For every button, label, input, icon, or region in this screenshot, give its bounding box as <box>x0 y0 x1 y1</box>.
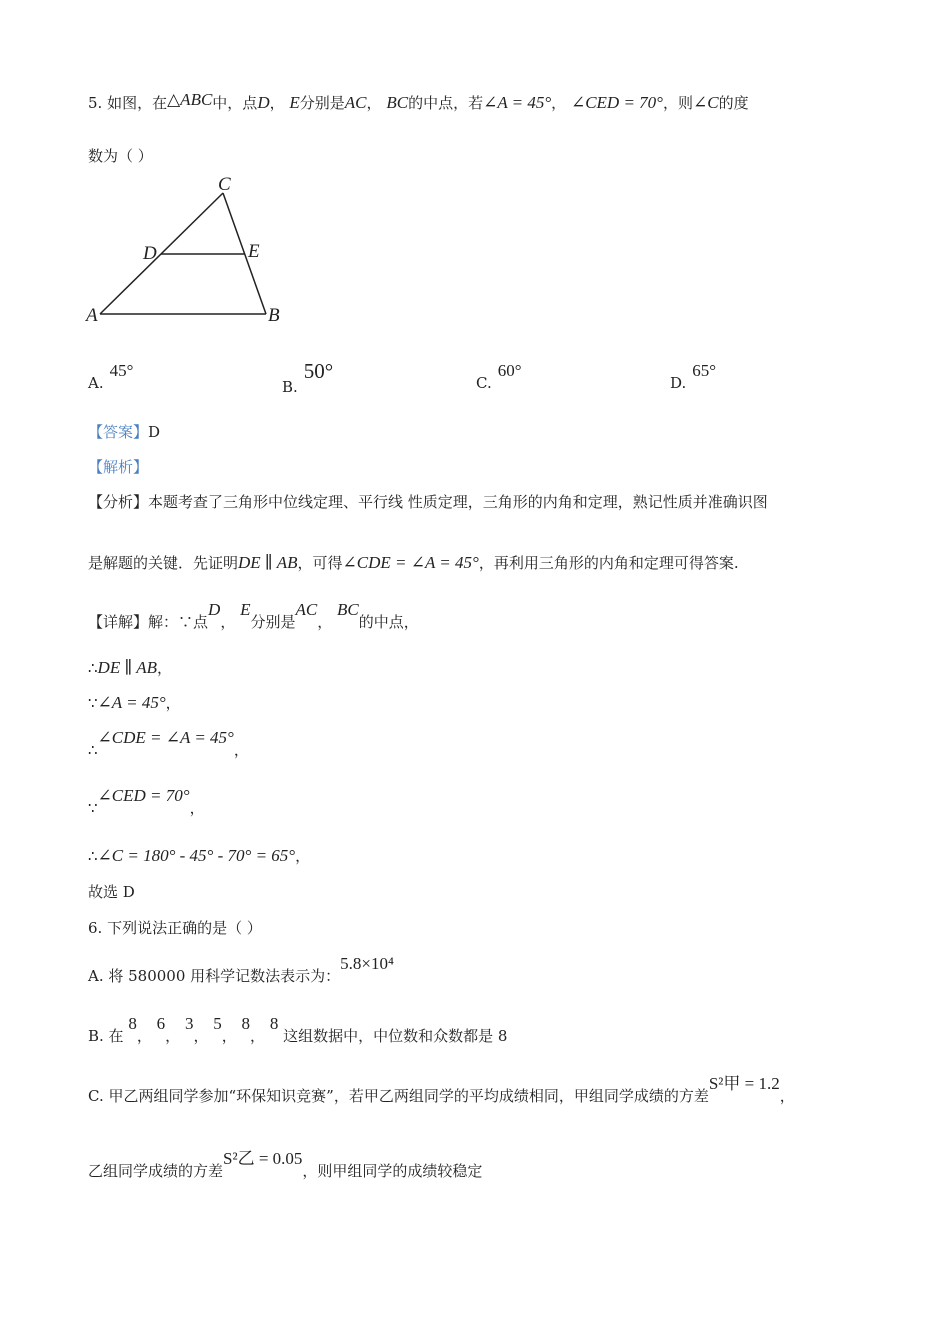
q6-option-a: A. 将 580000 用科学记数法表示为：5.8×10⁴ <box>88 954 394 985</box>
q5-option-c: C.60° <box>476 361 522 392</box>
q5-step5: ∴∠C = 180° - 45° - 70° = 65°， <box>88 846 311 865</box>
q5-answer: 【答案】D <box>88 423 161 441</box>
q5-step1: ∴DE ∥ AB， <box>88 658 173 677</box>
label-D: D <box>143 243 157 264</box>
q5-analysis-tag: 【解析】 <box>88 458 149 476</box>
q6-stem: 6. 下列说法正确的是（ ） <box>88 919 262 937</box>
label-B: B <box>268 305 280 326</box>
q5-step3: ∴∠CDE = ∠A = 45°， <box>88 728 249 759</box>
q6-option-b: B. 在 8， 6， 3， 5， 8， 8 这组数据中，中位数和众数都是 8 <box>88 1014 508 1045</box>
label-C: C <box>218 174 231 195</box>
q5-step4: ∵∠CED = 70°， <box>88 786 205 817</box>
q5-stem-line2: 数为（ ） <box>88 147 153 165</box>
q5-stem-line1: 5. 如图，在△ABC中，点D， E分别是AC， BC的中点，若∠A = 45°， ∠CED = 70°，则∠C的度 <box>88 90 749 112</box>
q6-option-c-line1: C. 甲乙两组同学参加“环保知识竞赛”，若甲乙两组同学的平均成绩相同，甲组同学成绩的方差S²甲 = 1.2， <box>88 1074 795 1105</box>
q5-conclusion: 故选 D <box>88 883 135 901</box>
label-A: A <box>86 305 98 326</box>
q5-option-a: A.45° <box>88 361 134 392</box>
q5-option-b: B.50° <box>282 359 334 396</box>
q5-step2: ∵∠A = 45°， <box>88 693 181 712</box>
label-E: E <box>248 241 260 262</box>
q5-option-d: D.65° <box>670 361 717 392</box>
q5-detail-line: 【详解】解：∵点D， E分别是AC， BC的中点， <box>88 600 419 631</box>
q6-option-c-line2: 乙组同学成绩的方差S²乙 = 0.05，则甲组同学的成绩较稳定 <box>88 1149 483 1180</box>
q5-fenxi-line1: 【分析】本题考查了三角形中位线定理、平行线 性质定理，三角形的内角和定理，熟记性质并准确识图 <box>88 493 768 511</box>
triangle-figure <box>80 170 300 330</box>
q5-fenxi-line2: 是解题的关键．先证明DE ∥ AB，可得∠CDE = ∠A = 45°，再利用三角形的内角和定理可得答案. <box>88 553 739 572</box>
